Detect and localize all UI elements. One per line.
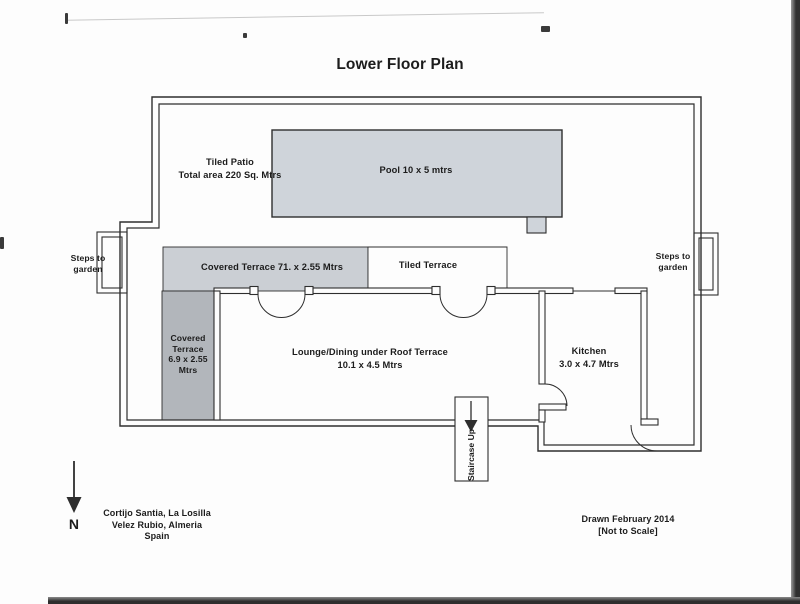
address-line2: Velez Rubio, Almeria (111, 519, 203, 530)
address-line3: Spain (144, 531, 170, 541)
kitchen-left-wall (539, 291, 545, 384)
steps-box-right (694, 233, 718, 295)
north-arrow-icon (67, 461, 82, 513)
drawn-line1: Drawn February 2014 (581, 514, 675, 524)
kitchen-wall-jog (641, 419, 658, 425)
address-line1: Cortijo Santia, La Losilla (103, 508, 211, 518)
door-jamb (487, 287, 495, 295)
door-jamb (250, 287, 258, 295)
door-jamb (432, 287, 440, 295)
pool-shape (272, 130, 562, 233)
steps-to-garden-right-label (656, 251, 691, 272)
covered-terrace-side-label (168, 333, 207, 375)
door-jamb (305, 287, 313, 295)
staircase-label: Staircase Up (466, 428, 476, 482)
drawn-line2: [Not to Scale] (598, 525, 658, 536)
kitchen-right-wall (641, 291, 647, 419)
door-arc (440, 294, 464, 318)
covered-terrace-side-line3: 6.9 x 2.55 (168, 354, 208, 364)
kitchen-line2: 3.0 x 4.7 Mtrs (559, 359, 619, 369)
steps-right-line2: garden (658, 261, 688, 272)
steps-left-line1: Steps to (70, 253, 106, 263)
tiled-terrace-label: Tiled Terrace (398, 260, 458, 270)
covered-terrace-side-line2: Terrace (172, 343, 204, 354)
pool-label: Pool 10 x 5 mtrs (379, 165, 453, 175)
lounge-line1: Lounge/Dining under Roof Terrace (292, 347, 448, 357)
pool-steps (527, 217, 546, 233)
tiled-patio-label (179, 156, 282, 182)
kitchen-line1: Kitchen (571, 346, 607, 356)
door-arc (258, 294, 282, 318)
covered-terrace-side-line1: Covered (170, 333, 206, 343)
door-arc (631, 425, 657, 451)
covered-terrace-top-label: Covered Terrace 71. x 2.55 Mtrs (201, 262, 343, 272)
lounge-label (292, 346, 448, 372)
kitchen-label (559, 345, 619, 371)
north-label: N (68, 516, 80, 532)
covered-terrace-side-line4: Mtrs (178, 364, 198, 375)
lounge-line2: 10.1 x 4.5 Mtrs (337, 360, 403, 370)
door-arc (545, 384, 567, 406)
steps-left-line2: garden (73, 263, 103, 274)
tiled-patio-line2: Total area 220 Sq. Mtrs (178, 170, 282, 180)
drawn-date-block (582, 514, 675, 537)
address-block (103, 508, 211, 543)
door-arc (464, 294, 488, 318)
page-title: Lower Floor Plan (336, 56, 464, 73)
tiled-patio-line1: Tiled Patio (206, 157, 254, 167)
door-arc (282, 294, 306, 318)
lounge-left-wall (214, 291, 220, 420)
steps-to-garden-left-label (71, 253, 106, 274)
steps-right-line1: Steps to (655, 251, 691, 261)
kitchen-door-stub (539, 404, 566, 410)
